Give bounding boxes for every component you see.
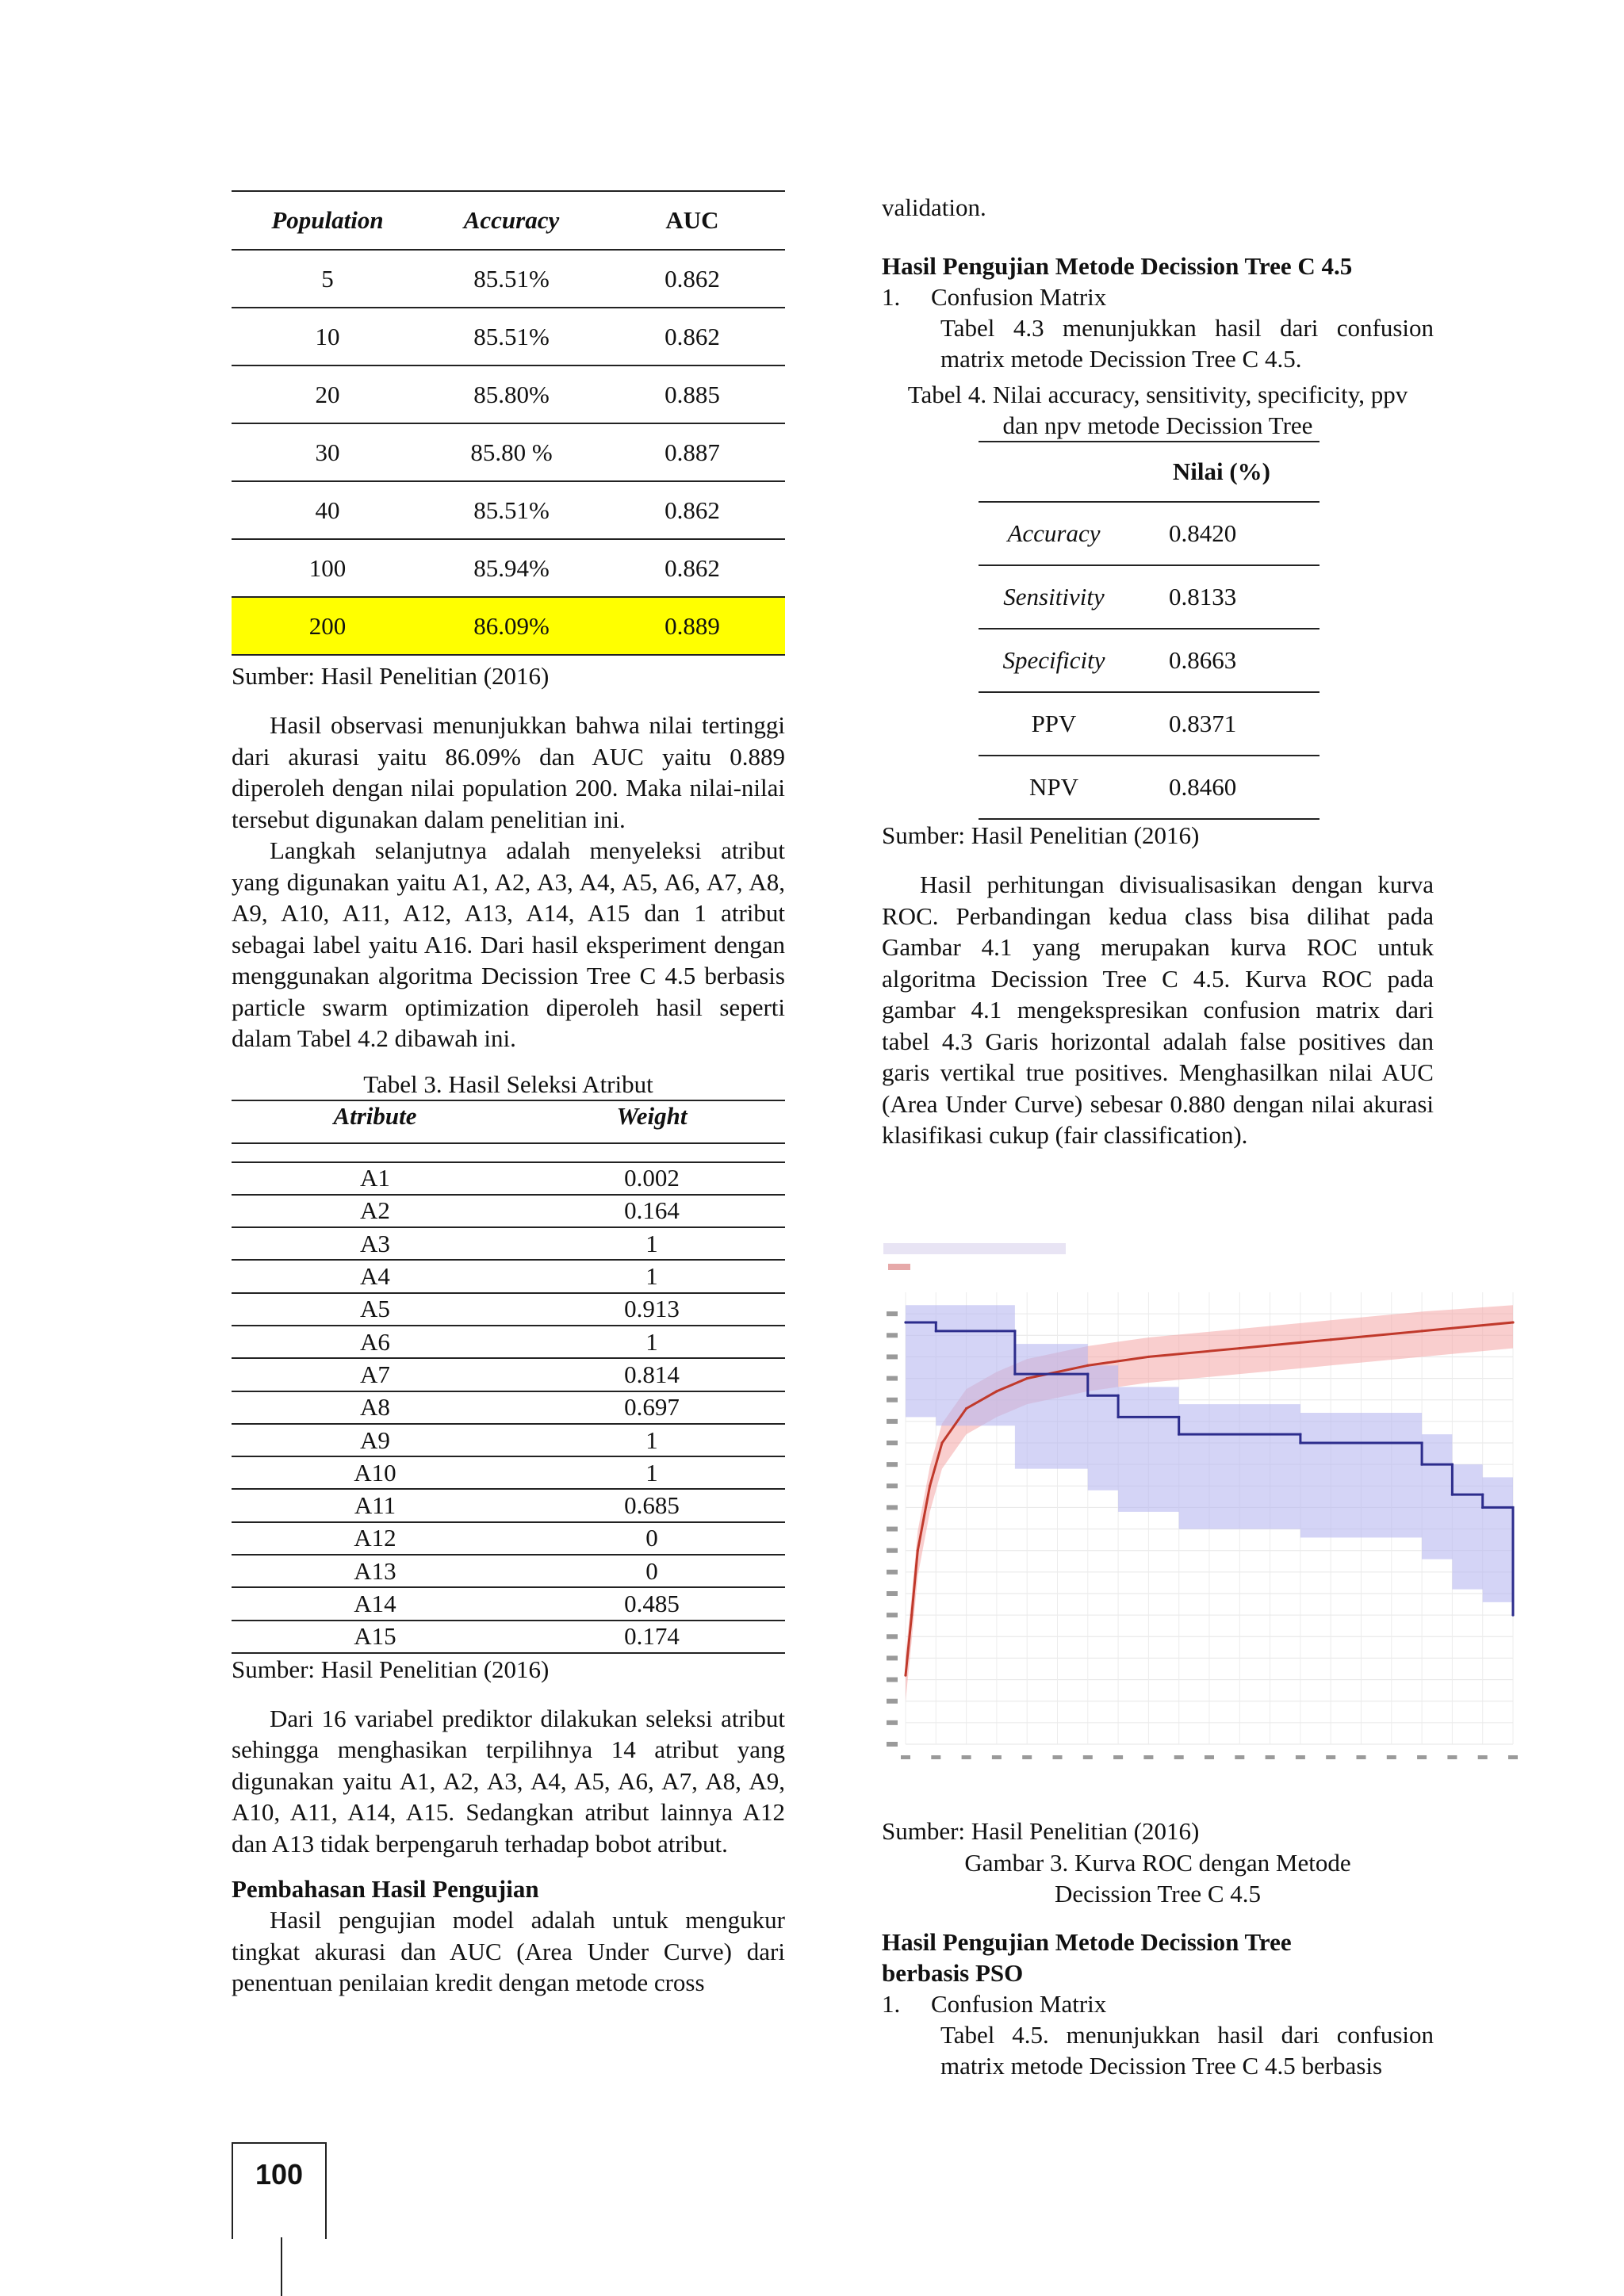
- table-row: [232, 1424, 785, 1456]
- attribute-weight: 0: [519, 1555, 785, 1587]
- data-point: [1086, 1373, 1089, 1376]
- data-point: [935, 1330, 937, 1332]
- data-point: [1026, 1377, 1028, 1380]
- attribute-weight: 0.002: [519, 1162, 785, 1195]
- y-tick-label: [887, 1742, 898, 1747]
- attribute-weight: 1: [519, 1456, 785, 1489]
- table-header: [979, 442, 1320, 502]
- col-header: Accuracy: [423, 191, 599, 250]
- paragraph: Tabel 4.5. menunjukkan hasil dari confusion matrix metode Decission Tree C 4.5 berbasis: [940, 2021, 1434, 2080]
- x-tick-label: [1296, 1755, 1305, 1759]
- table-row: [232, 1522, 785, 1555]
- metric-label: NPV: [979, 756, 1129, 819]
- metric-label: Accuracy: [979, 502, 1129, 565]
- table-row: [979, 565, 1320, 629]
- paragraph: Hasil observasi menunjukkan bahwa nilai tertinggi dari akurasi yaitu 86.09% dan AUC yaitu 0.889 diperoleh dengan nilai population 200. Maka nilai-nilai tersebut digunakan dalam penelitian ini.: [232, 711, 785, 833]
- list-number: 1.: [882, 1990, 901, 2018]
- attribute-name: A4: [232, 1260, 519, 1292]
- table-row: [232, 481, 785, 539]
- cell: 0.887: [599, 423, 785, 481]
- right-column-lower: [882, 1816, 1434, 2081]
- y-tick-label: [887, 1333, 898, 1337]
- cell: 200: [232, 597, 423, 655]
- data-point: [1013, 1373, 1016, 1376]
- data-point: [1117, 1395, 1120, 1397]
- data-point: [1511, 1506, 1514, 1509]
- cell: 20: [232, 365, 423, 423]
- y-tick-label: [887, 1548, 898, 1553]
- cell: 85.80 %: [423, 423, 599, 481]
- cell: 0.889: [599, 597, 785, 655]
- paragraph: Langkah selanjutnya adalah menyeleksi atribut yang digunakan yaitu A1, A2, A3, A4, A5, A6, A7, A8, A9, A10, A11, A12, A13, A14, A15 dan 1 atribut sebagai label yaitu A16. Dari hasil eksperiment dengan menggunakan algoritma Decission Tree C 4.5 berbasis particle swarm optimization diperoleh hasil seperti dalam Tabel 4.2 dibawah ini.: [232, 836, 785, 1052]
- cell: 85.51%: [423, 250, 599, 308]
- chart-legend-bar: [883, 1243, 1066, 1254]
- table-row: [232, 1456, 785, 1489]
- cell: 30: [232, 423, 423, 481]
- data-point: [904, 1321, 906, 1323]
- attribute-weight: 0.485: [519, 1587, 785, 1620]
- paragraph: Tabel 4.3 menunjukkan hasil dari confusion matrix metode Decission Tree C 4.5.: [940, 314, 1434, 373]
- y-tick-label: [887, 1613, 898, 1617]
- x-tick-label: [992, 1755, 1002, 1759]
- metrics-table: [979, 441, 1320, 820]
- metric-value: 0.8420: [1129, 502, 1320, 565]
- table-row: [232, 1391, 785, 1424]
- attribute-name: A9: [232, 1424, 519, 1456]
- attribute-weight: 1: [519, 1227, 785, 1260]
- metric-label: Specificity: [979, 629, 1129, 692]
- x-tick-label: [1235, 1755, 1244, 1759]
- data-point: [1299, 1441, 1301, 1444]
- table-row: [232, 308, 785, 365]
- x-tick-label: [1143, 1755, 1153, 1759]
- table-row: [232, 1489, 785, 1521]
- y-tick-label: [887, 1398, 898, 1402]
- attribute-name: A1: [232, 1162, 519, 1195]
- x-tick-label: [1326, 1755, 1335, 1759]
- cell: 100: [232, 539, 423, 597]
- attribute-name: A14: [232, 1587, 519, 1620]
- attribute-weight: 1: [519, 1326, 785, 1358]
- cell: 10: [232, 308, 423, 365]
- data-point: [995, 1390, 998, 1392]
- col-header: AUC: [599, 191, 785, 250]
- right-column: [882, 190, 1434, 1151]
- metric-value: 0.8663: [1129, 629, 1320, 692]
- list-label: Confusion Matrix: [931, 283, 1107, 311]
- y-tick-label: [887, 1634, 898, 1639]
- x-tick-label: [1478, 1755, 1488, 1759]
- population-table: [232, 190, 785, 656]
- y-tick-label: [887, 1720, 898, 1725]
- y-tick-label: [887, 1505, 898, 1510]
- cell: 5: [232, 250, 423, 308]
- x-tick-label: [1083, 1755, 1093, 1759]
- col-header: Weight: [519, 1100, 785, 1143]
- attribute-weight: 0: [519, 1522, 785, 1555]
- table-row: [232, 1326, 785, 1358]
- left-column: [232, 190, 785, 1999]
- page-number-box: [232, 2142, 327, 2239]
- col-header: Nilai (%): [979, 442, 1320, 502]
- data-point: [917, 1549, 919, 1552]
- table-row: [232, 539, 785, 597]
- data-point: [1178, 1433, 1180, 1436]
- attribute-name: A15: [232, 1621, 519, 1653]
- x-tick-label: [1508, 1755, 1518, 1759]
- table-row: [232, 1621, 785, 1653]
- section-heading: Pembahasan Hasil Pengujian: [232, 1875, 539, 1904]
- attribute-weight: 1: [519, 1424, 785, 1456]
- data-point: [1451, 1494, 1454, 1496]
- x-tick-label: [931, 1755, 940, 1759]
- table-caption: Tabel 3. Hasil Seleksi Atribut: [363, 1070, 653, 1098]
- y-tick-label: [887, 1462, 898, 1467]
- attribute-weight: 0.685: [519, 1489, 785, 1521]
- data-point: [1178, 1416, 1180, 1418]
- attribute-name: A7: [232, 1358, 519, 1391]
- data-point: [1086, 1364, 1089, 1367]
- roc-chart: [879, 1229, 1535, 1801]
- attribute-name: A5: [232, 1293, 519, 1326]
- data-point: [929, 1485, 931, 1487]
- cell: 0.885: [599, 365, 785, 423]
- table-row: [232, 1162, 785, 1195]
- y-tick-label: [887, 1570, 898, 1575]
- col-header: Population: [232, 191, 423, 250]
- y-tick-label: [887, 1419, 898, 1424]
- metric-value: 0.8460: [1129, 756, 1320, 819]
- table-row: [979, 756, 1320, 819]
- attribute-weight: 1: [519, 1260, 785, 1292]
- table-row: [979, 502, 1320, 565]
- table-row: [232, 1227, 785, 1260]
- attribute-name: A8: [232, 1391, 519, 1424]
- data-point: [1086, 1395, 1089, 1397]
- table-caption: Tabel 4. Nilai accuracy, sensitivity, specificity, ppv dan npv metode Decission Tree: [907, 381, 1408, 439]
- source-note: Sumber: Hasil Penelitian (2016): [882, 1817, 1200, 1845]
- cell: 40: [232, 481, 423, 539]
- attribute-name: A3: [232, 1227, 519, 1260]
- attribute-table: [232, 1100, 785, 1654]
- data-point: [1481, 1494, 1484, 1496]
- cell: 0.862: [599, 481, 785, 539]
- y-tick-label: [887, 1527, 898, 1532]
- data-point: [1147, 1356, 1150, 1358]
- attribute-name: A10: [232, 1456, 519, 1489]
- cell: 85.51%: [423, 481, 599, 539]
- section-heading: Hasil Pengujian Metode Decission Tree berbasis PSO: [882, 1928, 1292, 1987]
- figure-caption: Gambar 3. Kurva ROC dengan Metode Decission Tree C 4.5: [964, 1849, 1351, 1908]
- table-row: [232, 423, 785, 481]
- x-tick-label: [1022, 1755, 1032, 1759]
- x-tick-label: [1205, 1755, 1214, 1759]
- paragraph: Dari 16 variabel prediktor dilakukan seleksi atribut sehingga menghasikan terpilihnya 14 atribut yang digunakan yaitu A1, A2, A3, A4, A5, A6, A7, A8, A9, A10, A11, A14, A15. Sedangkan atribut lainnya A12 dan A13 tidak berpengaruh terhadap bobot atribut.: [232, 1704, 785, 1858]
- page-number: 100: [255, 2158, 304, 2191]
- metric-value: 0.8371: [1129, 692, 1320, 756]
- data-point: [1511, 1321, 1514, 1323]
- table-row: [232, 1587, 785, 1620]
- paragraph: Hasil pengujian model adalah untuk mengukur tingkat akurasi dan AUC (Area Under Curve) dari penentuan penilaian kredit dengan metode cross: [232, 1906, 785, 1997]
- data-point: [940, 1441, 943, 1444]
- cell: 0.862: [599, 250, 785, 308]
- data-point: [910, 1614, 913, 1617]
- cell: 85.94%: [423, 539, 599, 597]
- data-point: [1330, 1338, 1332, 1341]
- x-tick-label: [962, 1755, 971, 1759]
- table-row: [232, 1293, 785, 1326]
- data-point: [904, 1674, 906, 1677]
- data-point: [1117, 1416, 1120, 1418]
- attribute-weight: 0.164: [519, 1195, 785, 1227]
- source-note: Sumber: Hasil Penelitian (2016): [232, 1655, 550, 1683]
- attribute-name: A6: [232, 1326, 519, 1358]
- list-number: 1.: [882, 283, 901, 311]
- metric-label: PPV: [979, 692, 1129, 756]
- attribute-weight: 0.697: [519, 1391, 785, 1424]
- data-point: [935, 1321, 937, 1323]
- table-header: [232, 1100, 785, 1143]
- table-row: [232, 1358, 785, 1391]
- data-point: [1299, 1433, 1301, 1436]
- data-point: [965, 1407, 967, 1410]
- data-point: [1511, 1614, 1514, 1617]
- y-tick-label: [887, 1354, 898, 1359]
- paragraph-fragment: validation.: [882, 193, 986, 221]
- table-row: [232, 250, 785, 308]
- data-point: [1421, 1464, 1423, 1466]
- list-item: [882, 281, 1434, 312]
- roc-chart-svg: [879, 1229, 1535, 1801]
- x-tick-label: [1266, 1755, 1275, 1759]
- data-point: [1451, 1464, 1454, 1466]
- table-row: [979, 692, 1320, 756]
- table-row: [232, 1260, 785, 1292]
- paragraph: Hasil perhitungan divisualisasikan dengan kurva ROC. Perbandingan kedua class bisa dilihat pada Gambar 4.1 yang merupakan kurva ROC untuk algoritma Decission Tree C 4.5. Kurva ROC pada gambar 4.1 mengekspresikan confusion matrix dari tabel 4.3 Garis horizontal adalah false positives dan garis vertikal true positives. Menghasilkan nilai AUC (Area Under Curve) sebesar 0.880 dengan nilai akurasi klasifikasi cukup (fair classification).: [882, 871, 1434, 1149]
- page-number-line: [281, 2237, 282, 2296]
- y-tick-label: [887, 1483, 898, 1488]
- table-row-highlighted: [232, 597, 785, 655]
- cell: 85.51%: [423, 308, 599, 365]
- table-row: [979, 629, 1320, 692]
- x-tick-label: [901, 1755, 910, 1759]
- table-row: [232, 1555, 785, 1587]
- y-tick-label: [887, 1678, 898, 1682]
- data-point: [1239, 1347, 1241, 1349]
- x-tick-label: [1357, 1755, 1366, 1759]
- attribute-name: A12: [232, 1522, 519, 1555]
- table-spacer: [232, 1143, 785, 1162]
- table-row: [232, 1195, 785, 1227]
- cell: 0.862: [599, 539, 785, 597]
- x-tick-label: [1447, 1755, 1457, 1759]
- attribute-weight: 0.174: [519, 1621, 785, 1653]
- x-tick-label: [1053, 1755, 1063, 1759]
- source-note: Sumber: Hasil Penelitian (2016): [882, 821, 1200, 849]
- list-label: Confusion Matrix: [931, 1990, 1107, 2018]
- data-point: [1013, 1330, 1016, 1332]
- table-row: [232, 365, 785, 423]
- attribute-name: A11: [232, 1489, 519, 1521]
- y-tick-label: [887, 1591, 898, 1596]
- col-header: Atribute: [232, 1100, 519, 1143]
- x-tick-label: [1387, 1755, 1396, 1759]
- data-point: [1481, 1506, 1484, 1509]
- cell: 85.80%: [423, 365, 599, 423]
- x-tick-label: [1174, 1755, 1184, 1759]
- attribute-name: A2: [232, 1195, 519, 1227]
- cell: 0.862: [599, 308, 785, 365]
- list-item: [882, 1988, 1434, 2019]
- y-tick-label: [887, 1311, 898, 1316]
- x-tick-label: [1113, 1755, 1123, 1759]
- attribute-weight: 0.913: [519, 1293, 785, 1326]
- table-header: [232, 191, 785, 250]
- legend-swatch: [888, 1264, 910, 1270]
- y-tick-label: [887, 1655, 898, 1660]
- x-tick-label: [1417, 1755, 1427, 1759]
- y-tick-label: [887, 1441, 898, 1445]
- metric-label: Sensitivity: [979, 565, 1129, 629]
- data-point: [1421, 1441, 1423, 1444]
- metric-value: 0.8133: [1129, 565, 1320, 629]
- y-tick-label: [887, 1699, 898, 1704]
- data-point: [1421, 1330, 1423, 1332]
- cell: 86.09%: [423, 597, 599, 655]
- source-note: Sumber: Hasil Penelitian (2016): [232, 662, 550, 690]
- attribute-name: A13: [232, 1555, 519, 1587]
- attribute-weight: 0.814: [519, 1358, 785, 1391]
- y-tick-label: [887, 1376, 898, 1381]
- section-heading: Hasil Pengujian Metode Decission Tree C 4.5: [882, 252, 1353, 280]
